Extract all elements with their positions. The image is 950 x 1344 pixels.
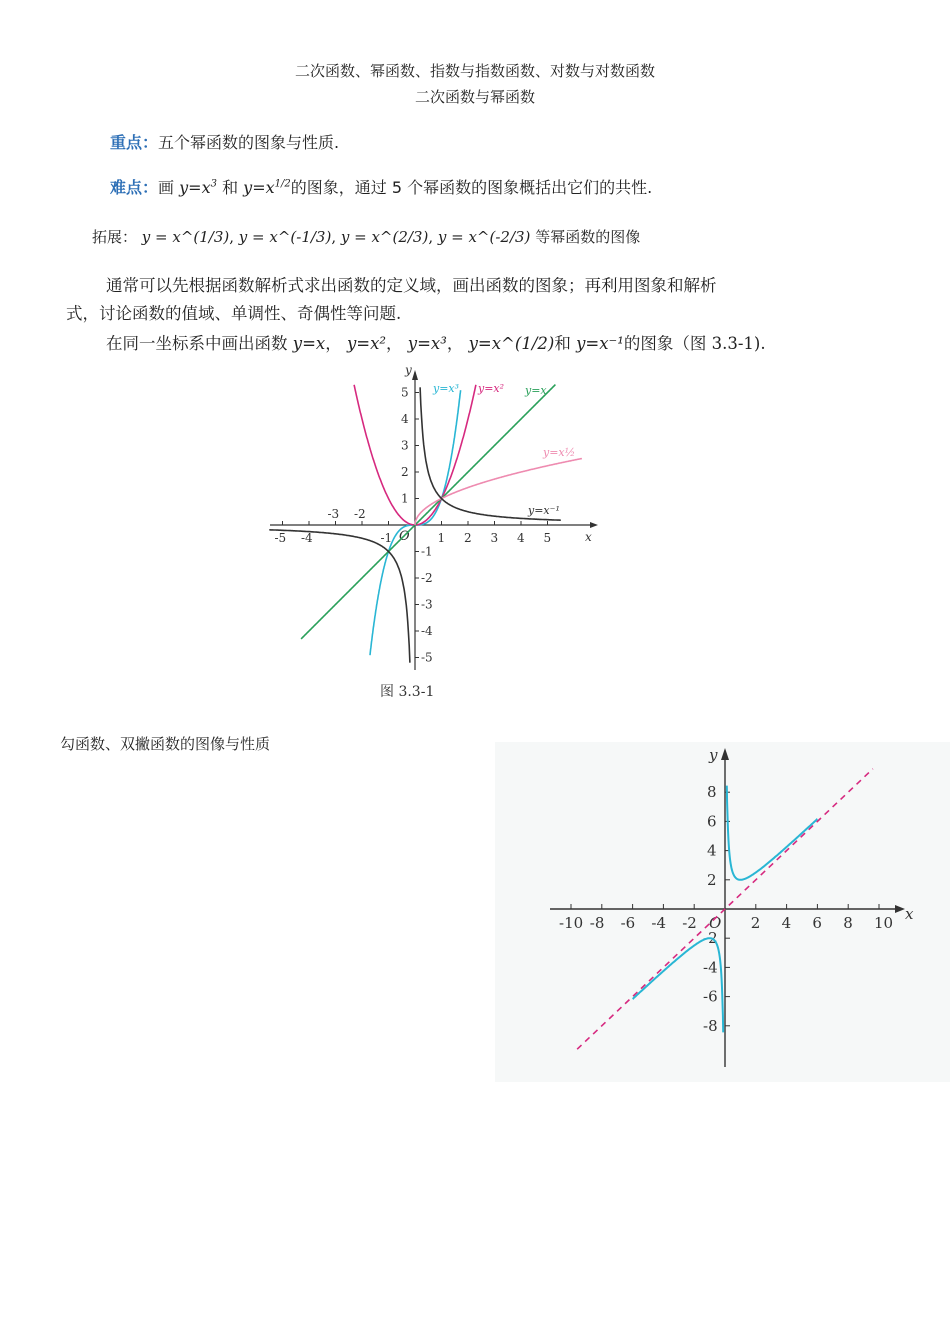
para2-sep-2: ， xyxy=(386,334,403,353)
x-axis-arrow xyxy=(895,905,905,913)
extension-line: 拓展： y = x^(1/3), y = x^(-1/3), y = x^(2/3), y = x^(-2/3) 等幂函数的图像 xyxy=(92,228,641,246)
extension-item-1: y = x^(1/3) xyxy=(141,228,230,246)
x-axis-label: x xyxy=(905,905,914,923)
difficult-point-label: 难点： xyxy=(110,178,159,197)
para2-sep-3: ， xyxy=(446,334,464,353)
y-tick-label: 8 xyxy=(707,783,717,802)
x-tick-label: -4 xyxy=(301,531,313,545)
extension-label: 拓展： xyxy=(92,228,138,246)
key-point-label: 重点： xyxy=(110,133,159,152)
x-tick-label: 2 xyxy=(750,914,761,932)
para2-func-1: y=x xyxy=(292,334,326,353)
paragraph-2-suffix: 的图象（图 3.3-1). xyxy=(623,334,766,353)
expr2-base: y=x xyxy=(243,178,275,197)
document-title: 二次函数、幂函数、指数与指数函数、对数与对数函数 xyxy=(294,62,655,80)
y-tick-label: -2 xyxy=(703,929,718,948)
para2-func-4: y=x^(1/2) xyxy=(468,334,555,353)
x-tick-label: 10 xyxy=(874,914,894,932)
y-tick-label: -4 xyxy=(703,958,718,977)
hook-curve-right xyxy=(727,786,818,880)
difficult-point-text-b: 的图象，通过 5 个幂函数的图象概括出它们的共性. xyxy=(290,178,653,197)
series-label: y=x³ xyxy=(433,382,460,395)
extension-suffix: 等幂函数的图像 xyxy=(535,228,641,246)
paragraph-1-line-1: 通常可以先根据函数解析式求出函数的定义域，画出函数的图象；再利用图象和解析 xyxy=(106,276,717,295)
y-tick-label: 1 xyxy=(401,491,409,506)
expr-y-x3 xyxy=(179,178,217,197)
y-axis-arrow xyxy=(412,370,418,380)
para2-func-2: y=x² xyxy=(346,334,387,353)
extension-item-3: y = x^(2/3) xyxy=(340,228,429,246)
y-tick-label: -1 xyxy=(421,544,433,559)
origin-label: O xyxy=(709,914,722,932)
x-tick-label: -6 xyxy=(620,914,636,932)
x-tick-label: 1 xyxy=(437,531,446,545)
para2-func-5: y=x⁻¹ xyxy=(576,334,624,353)
y-tick-label: -2 xyxy=(421,571,433,585)
x-tick-label: -5 xyxy=(274,531,287,545)
y-tick-label: 3 xyxy=(401,438,409,453)
origin-label: O xyxy=(399,529,410,544)
key-point-text: 五个幂函数的图象与性质. xyxy=(158,133,340,152)
difficult-point-and: 和 xyxy=(222,178,239,197)
para2-func-3: y=x³ xyxy=(407,334,447,353)
x-tick-label: -1 xyxy=(380,531,393,545)
x-tick-label: -2 xyxy=(682,914,697,932)
y-tick-label: 4 xyxy=(401,412,409,426)
y-tick-label: -3 xyxy=(421,597,433,612)
y-tick-label: -8 xyxy=(703,1016,718,1035)
y-tick-label: 5 xyxy=(401,385,409,400)
difficult-point-text-a: 画 xyxy=(158,178,175,197)
y-axis-label: y xyxy=(405,363,412,377)
x-tick-label: 5 xyxy=(543,531,552,545)
extension-item-2: y = x^(-1/3) xyxy=(238,228,332,246)
extension-item-4: y = x^(-2/3) xyxy=(437,228,531,246)
y-tick-label: -4 xyxy=(421,624,433,638)
x-tick-label: -10 xyxy=(559,914,584,932)
para2-sep-1: ， xyxy=(325,334,342,353)
paragraph-2 xyxy=(106,330,766,354)
section-title: 二次函数与幂函数 xyxy=(414,88,535,106)
x-tick-label: 2 xyxy=(464,531,472,545)
series-label: y=x² xyxy=(478,382,505,395)
x-tick-label: 8 xyxy=(843,914,853,932)
x-axis-label: x xyxy=(585,530,592,544)
y-tick-label: 6 xyxy=(707,812,717,831)
expr1-exp: 3 xyxy=(210,178,217,190)
y-tick-label: -6 xyxy=(703,987,718,1006)
x-tick-label: -4 xyxy=(651,914,667,932)
y-axis-label: y xyxy=(709,746,718,764)
x-tick-label: 6 xyxy=(812,914,822,932)
x-axis-arrow xyxy=(590,522,598,528)
series-label: y=x⁻¹ xyxy=(528,504,560,517)
series-label: y=x½ xyxy=(543,446,576,459)
key-point xyxy=(110,130,339,153)
paragraph-2-prefix: 在同一坐标系中画出函数 xyxy=(106,334,288,353)
x-tick-label: 4 xyxy=(781,914,792,932)
x-tick-label: -8 xyxy=(589,914,605,932)
figure-caption: 图 3.3-1 xyxy=(380,684,435,700)
x-tick-label: 3 xyxy=(490,531,499,545)
power-functions-chart xyxy=(265,360,605,675)
hook-function-chart xyxy=(495,742,950,1082)
y-tick-label: -5 xyxy=(421,650,433,665)
y-axis-arrow xyxy=(721,748,729,760)
hook-chart-panel xyxy=(495,742,950,1082)
hook-function-title: 勾函数、双撇函数的图像与性质 xyxy=(60,735,271,753)
paragraph-1-line-2: 式，讨论函数的值域、单调性、奇偶性等问题. xyxy=(66,304,402,323)
expr-y-sqrt xyxy=(243,178,291,197)
x-tick-label: 4 xyxy=(517,531,525,545)
y-tick-label: 4 xyxy=(707,841,717,860)
para2-and: 和 xyxy=(554,334,571,353)
difficult-point xyxy=(110,175,652,198)
expr1-base: y=x xyxy=(179,178,211,197)
y-tick-label: 2 xyxy=(401,465,409,479)
x-tick-label: -3 xyxy=(327,507,340,521)
y-tick-label: 2 xyxy=(707,870,717,889)
series-label: y=x xyxy=(525,384,547,397)
x-tick-label: -2 xyxy=(354,507,366,521)
expr2-exp: 1/2 xyxy=(274,178,291,190)
